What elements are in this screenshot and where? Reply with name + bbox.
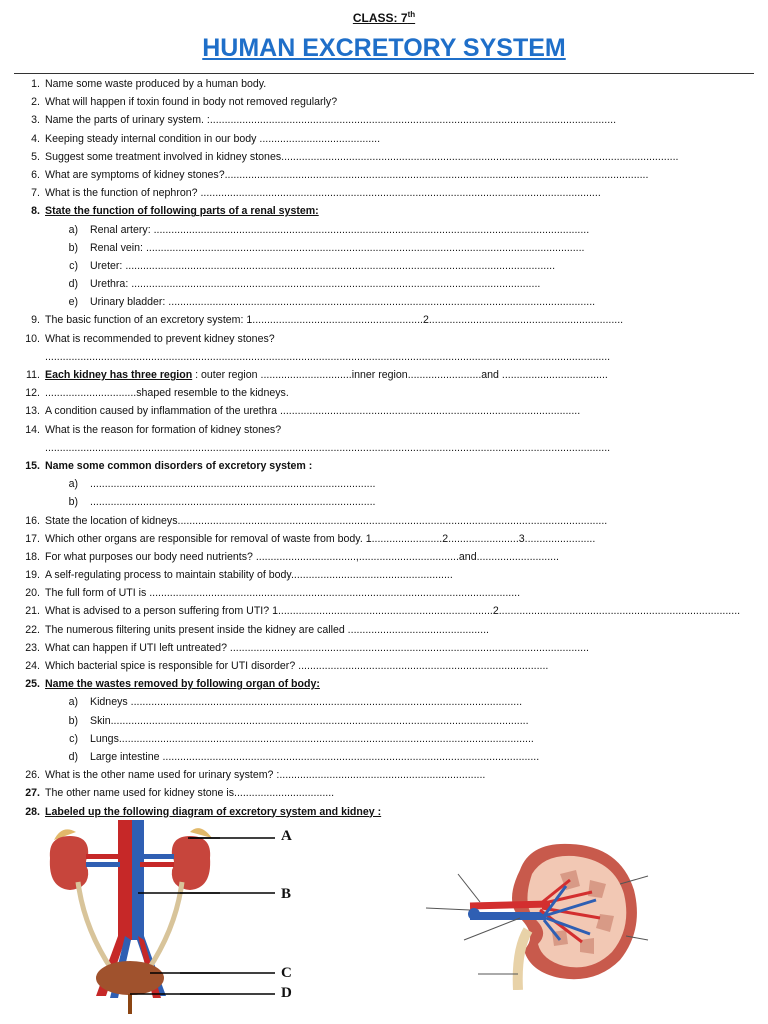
question-number: 11. <box>26 369 40 381</box>
sub-question-row <box>16 748 761 766</box>
question-text: For what purposes our body need nutrients? ..................................,..................................and............................ <box>45 550 559 563</box>
question-number: 12. <box>25 387 40 400</box>
question-row <box>16 111 761 129</box>
question-row <box>16 202 761 220</box>
sub-question-row <box>16 730 761 748</box>
sub-question-row <box>16 239 761 257</box>
question-text: The other name used for kidney stone is.................................. <box>45 787 335 800</box>
question-number: 18. <box>25 550 40 563</box>
question-number: 17. <box>25 532 40 545</box>
question-row <box>16 421 761 439</box>
question-row <box>16 512 761 530</box>
question-row <box>16 639 761 657</box>
question-row <box>16 93 761 111</box>
left-kidney-shape <box>50 836 88 890</box>
sub-question-row <box>16 475 761 493</box>
question-text: Large intestine ................................................................................................................................ <box>90 750 540 763</box>
sub-question-row <box>16 221 761 239</box>
question-row <box>16 766 761 784</box>
diagram-label-c: C <box>281 965 292 981</box>
question-number: 25. <box>25 678 40 691</box>
sub-question-row <box>16 493 761 511</box>
question-list <box>16 75 761 821</box>
question-text: A self-regulating process to maintain stability of body....................................................... <box>45 569 453 582</box>
page-title: HUMAN EXCRETORY SYSTEM <box>202 34 566 62</box>
question-row <box>16 184 761 202</box>
question-row <box>16 657 761 675</box>
question-text: ................................................................................................................................................................................................ <box>45 441 611 454</box>
question-number: 13. <box>25 405 40 418</box>
question-text: Labeled up the following diagram of excretory system and kidney : <box>45 805 382 818</box>
question-row <box>16 311 761 329</box>
question-number: 24. <box>25 660 40 672</box>
question-text: Name some waste produced by a human body. <box>45 78 267 90</box>
question-text: ................................................................................................................................................................................................ <box>45 350 611 363</box>
question-number: 22. <box>25 623 40 636</box>
question-text-rest: : outer region ...............................inner region.........................and .................................... <box>192 369 608 381</box>
question-text: Skin.............................................................................................................................................. <box>90 714 529 727</box>
kidney-section-diagram <box>420 840 660 990</box>
question-row <box>16 384 761 402</box>
question-text: Ureter: .................................................................................................................................................. <box>90 259 556 272</box>
question-text: What will happen if toxin found in body not removed regularly? <box>45 96 338 109</box>
question-number: c) <box>69 732 78 745</box>
bladder-shape <box>96 961 164 995</box>
question-row <box>16 621 761 639</box>
diagram-label-a: A <box>281 828 292 844</box>
question-number: 20. <box>25 587 40 600</box>
sub-question-row <box>16 293 761 311</box>
question-text: The numerous filtering units present inside the kidney are called ................................................ <box>45 623 489 636</box>
question-number: a) <box>68 223 78 236</box>
question-number: a) <box>68 478 78 491</box>
question-row <box>16 75 761 93</box>
question-row <box>16 675 761 693</box>
question-text: Renal vein: ..................................................................................................................................................... <box>90 241 585 254</box>
ureter-shape <box>518 930 528 990</box>
question-number: 21. <box>25 605 40 618</box>
question-number: 2. <box>31 96 40 109</box>
sub-question-row <box>16 257 761 275</box>
question-text: What is the function of nephron? ........................................................................................................................................ <box>45 187 601 200</box>
question-row <box>16 148 761 166</box>
question-text: ...............................shaped resemble to the kidneys. <box>45 387 289 400</box>
question-number: 9. <box>31 314 40 327</box>
question-number: 8. <box>31 205 40 218</box>
sub-question-row <box>16 712 761 730</box>
question-row <box>16 130 761 148</box>
question-text: Which other organs are responsible for removal of waste from body. 1........................2........................3........................ <box>45 532 596 545</box>
question-number: d) <box>68 278 78 291</box>
question-number: a) <box>68 696 78 709</box>
question-text: ................................................................................................. <box>90 478 376 491</box>
question-text: Urethra: ........................................................................................................................................... <box>90 278 541 291</box>
question-text: What is the reason for formation of kidney stones? <box>45 423 282 436</box>
question-number: 19. <box>25 569 40 582</box>
right-ureter-shape <box>148 882 182 970</box>
question-number: 23. <box>25 641 40 654</box>
question-text-lead: Each kidney has three region <box>45 369 193 381</box>
question-text: ................................................................................................. <box>90 496 376 509</box>
class-heading: CLASS: 7th <box>352 10 416 25</box>
question-text: Name the wastes removed by following organ of body: <box>45 678 320 691</box>
question-text <box>45 366 761 384</box>
question-number: 3. <box>31 114 40 127</box>
question-text: Renal artery: .................................................................................................................................................... <box>90 223 590 236</box>
question-row <box>16 584 761 602</box>
question-text: What is advised to a person suffering from UTI? 1.........................................................................2.................................................................................. <box>45 605 741 618</box>
question-row <box>16 602 761 620</box>
question-number: e) <box>68 296 78 309</box>
question-row <box>16 566 761 584</box>
diagram-label-b: B <box>281 886 292 902</box>
question-text: The basic function of an excretory system: 1..........................................................2.................................................................. <box>45 314 624 327</box>
question-number: c) <box>69 259 78 272</box>
question-row <box>16 402 761 420</box>
question-number: 15. <box>25 459 40 472</box>
question-number: 4. <box>31 132 40 145</box>
question-text: Kidneys ..................................................................................................................................... <box>90 696 523 709</box>
sub-question-row <box>16 693 761 711</box>
question-text: Lungs............................................................................................................................................. <box>90 732 534 745</box>
question-row <box>16 166 761 184</box>
question-number: b) <box>68 714 78 727</box>
question-row <box>16 530 761 548</box>
urethra-shape <box>128 994 132 1014</box>
question-text: Name the parts of urinary system. :.......................................................................................................................................... <box>45 114 617 127</box>
header-divider <box>14 73 754 74</box>
question-text: State the function of following parts of a renal system: <box>45 205 319 218</box>
leader-lines <box>180 830 280 1010</box>
question-text: What can happen if UTI left untreated? .......................................................................................................................... <box>45 641 589 654</box>
left-ureter-shape <box>78 882 112 970</box>
question-text: Urinary bladder: ................................................................................................................................................. <box>90 296 596 309</box>
question-text: What is the other name used for urinary system? :...................................................................... <box>45 769 486 782</box>
question-text: What is recommended to prevent kidney stones? <box>45 332 275 345</box>
question-number: 5. <box>31 150 40 163</box>
question-text: A condition caused by inflammation of the urethra ...................................................................................................... <box>45 405 581 418</box>
question-number: d) <box>68 750 78 763</box>
question-number: b) <box>68 496 78 509</box>
question-number: 27. <box>25 787 40 800</box>
question-row <box>16 439 761 457</box>
question-text: Which bacterial spice is responsible for UTI disorder? ..................................................................................... <box>45 660 549 672</box>
question-number: 28. <box>25 805 40 818</box>
vena-cava-shape <box>132 820 144 940</box>
question-text: Suggest some treatment involved in kidney stones....................................................................................................................................... <box>45 150 679 163</box>
question-row <box>16 366 761 384</box>
question-row <box>16 548 761 566</box>
question-row <box>16 330 761 348</box>
question-number: 6. <box>31 168 40 181</box>
question-row <box>16 784 761 802</box>
question-number: 1. <box>31 78 40 90</box>
question-number: b) <box>68 241 78 254</box>
question-number: 10. <box>25 332 40 345</box>
question-number: 7. <box>31 187 40 200</box>
question-row <box>16 457 761 475</box>
question-number: 26. <box>25 769 40 782</box>
question-text: State the location of kidneys.................................................................................................................................................. <box>45 514 608 527</box>
question-number: 16. <box>25 514 40 527</box>
aorta-shape <box>118 820 132 940</box>
diagram-label-d: D <box>281 985 292 1001</box>
question-text: Name some common disorders of excretory system : <box>45 459 313 472</box>
question-text: Keeping steady internal condition in our body ......................................... <box>45 132 381 145</box>
question-number: 14. <box>25 423 40 436</box>
question-row <box>16 348 761 366</box>
question-text: The full form of UTI is .............................................................................................................................. <box>45 587 521 600</box>
question-text: What are symptoms of kidney stones?................................................................................................................................................ <box>45 168 649 181</box>
sub-question-row <box>16 275 761 293</box>
